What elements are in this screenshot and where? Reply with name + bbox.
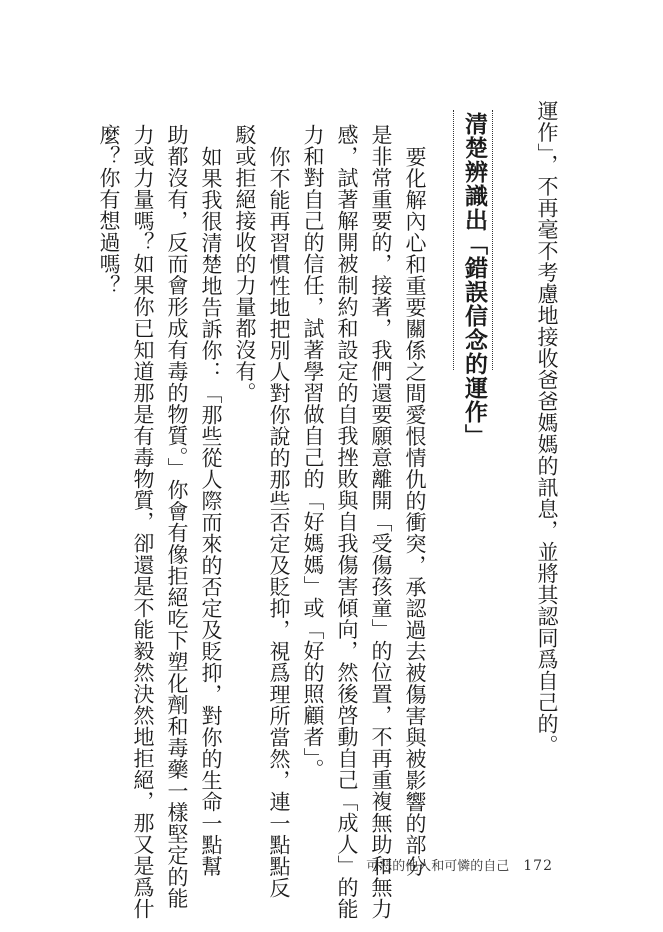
text-column-3: 是非常重要的，接著，我們還要願意離開「受傷孩童」的位置，不再重複無助和無力	[369, 124, 393, 920]
running-footer	[366, 855, 553, 874]
heading-rule-right	[492, 110, 493, 370]
text-column-4: 感，試著解開被制約和設定的自我挫敗與自我傷害傾向，然後啓動自己「成人」的能	[335, 124, 359, 920]
text-column-9: 助都沒有，反而會形成有毒的物質。」你會有像拒絕吃下塑化劑和毒藥一樣堅定的能	[165, 124, 189, 909]
section-heading: 清楚辨識出「錯誤信念的運作」	[461, 112, 488, 448]
page-number: 172	[523, 858, 553, 874]
text-column-10: 力或力量嗎？如果你已知道那是有毒物質，卻還是不能毅然決然地拒絕，那又是爲什	[131, 124, 155, 920]
text-column-1: 運作」，不再毫不考慮地接收爸爸媽媽的訊息，並將其認同爲自己的。	[535, 100, 559, 756]
text-column-7: 駁或拒絕接收的力量都沒有。	[233, 124, 257, 404]
text-column-8: 如果我很清楚地告訴你：「那些從人際而來的否定及貶抑，對你的生命一點幫	[199, 146, 223, 877]
text-column-11: 麼？你有想過嗎？	[97, 124, 121, 296]
heading-rule-left	[453, 110, 454, 370]
text-column-5: 力和對自己的信任，試著學習做自己的「好媽媽」或「好的照顧者」。	[301, 124, 325, 780]
footer-title: 可惡的他人和可憐的自己	[366, 859, 510, 874]
text-column-6: 你不能再習慣性地把別人對你說的那些否定及貶抑，視爲理所當然，連一點點反	[267, 146, 291, 899]
text-column-2: 要化解內心和重要關係之間愛恨情仇的衝突，承認過去被傷害與被影響的部分	[403, 146, 427, 877]
